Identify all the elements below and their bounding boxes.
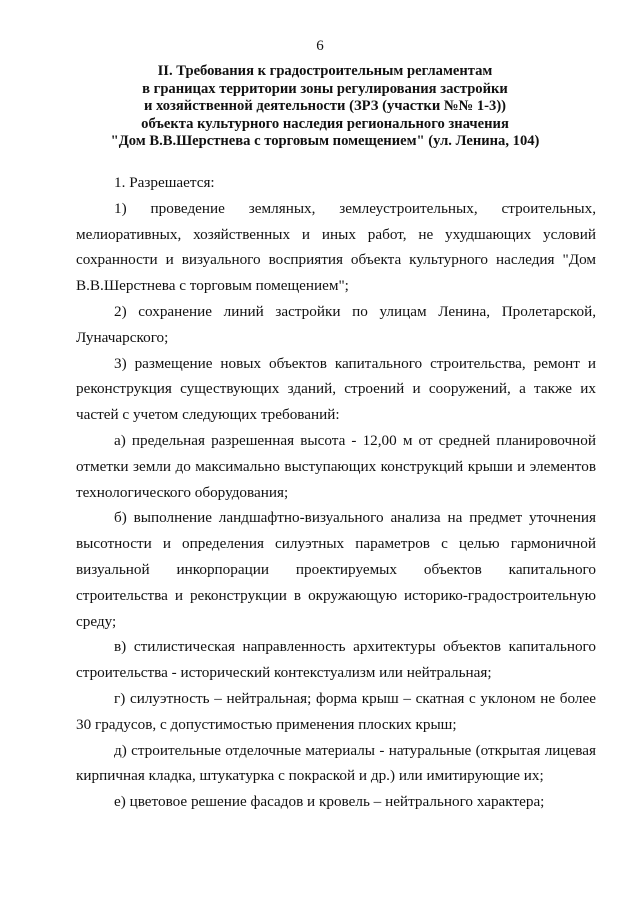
heading-line: объекта культурного наследия регионального значения [141,115,509,132]
heading-line: II. Требования к градостроительным регламентам [157,63,493,79]
paragraph: а) предельная разрешенная высота - 12,00 м от средней планировочной отметки земли до максимально выступающих конструкций крыши и элементов технологического оборудования; [76,431,596,501]
paragraph: б) выполнение ландшафтно-визуального анализа на предмет уточнения высотности и определения силуэтных параметров с целью гармоничной визуальной инкорпорации проектируемых объектов капитального строительства и реконструкции в окружающую историко-градостроительную среду; [76,509,596,630]
paragraph: 2) сохранение линий застройки по улицам Ленина, Пролетарской, Луначарского; [76,302,596,346]
page-number: 6 [316,38,324,54]
section-heading [60,63,590,151]
paragraph: е) цветовое решение фасадов и кровель – нейтрального характера; [114,793,545,811]
paragraph: д) строительные отделочные материалы - натуральные (открытая лицевая кирпичная кладка, штукатурка с покраской и др.) или имитирующие их; [76,741,596,785]
heading-line: "Дом В.В.Шерстнева с торговым помещением" (ул. Ленина, 104) [110,133,540,149]
paragraph: в) стилистическая направленность архитектуры объектов капитального строительства - исторический контекстуализм или нейтральная; [76,638,596,682]
heading-line: и хозяйственной деятельности (ЗРЗ (участки №№ 1-3)) [143,98,507,114]
paragraph: 3) размещение новых объектов капитального строительства, ремонт и реконструкция существующих зданий, строений и сооружений, а также их частей с учетом следующих требований: [76,354,596,424]
paragraph: 1) проведение земляных, землеустроительных, строительных, мелиоративных, хозяйственных и иных работ, не ухудшающих условий сохранности и визуального восприятия объекта культурного наследия "Дом В.В.Шерстнева с торговым помещением"; [76,199,596,295]
heading-line: в границах территории зоны регулирования застройки [142,80,508,97]
paragraph: 1. Разрешается: [114,174,215,191]
document-body [76,170,596,815]
paragraph: г) силуэтность – нейтральная; форма крыш – скатная с уклоном не более 30 градусов, с допустимостью применения плоских крыш; [76,689,596,733]
